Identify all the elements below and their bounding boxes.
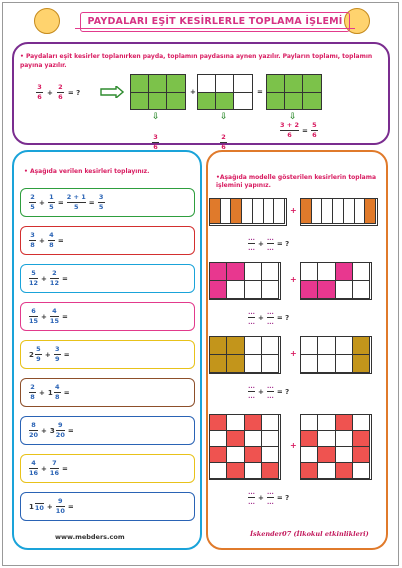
- plus-sign: +: [41, 274, 47, 283]
- model-cell: [336, 431, 353, 447]
- fraction-model-grid: [209, 198, 287, 226]
- model-cell: [245, 447, 262, 463]
- model-cell: [336, 281, 353, 299]
- equals-sign: =: [61, 274, 68, 283]
- signature-label: İskender07 (İlkokul etkinlikleri): [250, 530, 369, 538]
- under-fraction-sum: $\frac{3 + 2}{6}$ = $\frac{5}{6}$: [280, 121, 317, 139]
- model-cell: [245, 337, 262, 355]
- plus-sign: +: [41, 464, 47, 473]
- model-cell: [301, 431, 318, 447]
- equals-sign: =: [67, 502, 74, 511]
- model-cell: [336, 263, 353, 281]
- fraction: $\frac{2}{8}$: [30, 383, 35, 401]
- question-mark: = ?: [276, 387, 290, 396]
- mascot-left-icon: [34, 8, 60, 34]
- exercise-row[interactable]: [20, 264, 195, 293]
- model-cell: [227, 355, 244, 373]
- model-answer-line[interactable]: [248, 489, 289, 506]
- rule-text: • Paydaları eşit kesirler toplanırken payda, toplamın paydasına aynen yazılır. Payların toplamı, toplamın payına yazılır.: [20, 53, 373, 69]
- model-cell: [245, 355, 262, 373]
- equals-sign: =: [57, 198, 64, 207]
- model-cell: [245, 281, 262, 299]
- model-cell: [274, 199, 285, 224]
- plus-sign: +: [39, 236, 45, 245]
- fraction: $\frac{3}{8}$: [30, 231, 35, 249]
- example-grid-b-bottom: [197, 92, 253, 110]
- model-cell: [336, 355, 353, 373]
- model-cell: [318, 415, 335, 431]
- model-cell: [262, 431, 279, 447]
- equals-sign: =: [67, 426, 74, 435]
- plus-sign: +: [39, 198, 45, 207]
- fraction: $\frac{4}{8}$: [54, 383, 60, 401]
- example-grid-sum-bottom: [266, 92, 322, 110]
- model-cell: [210, 431, 227, 447]
- model-cell: [318, 431, 335, 447]
- fraction-model-grid: [209, 336, 281, 374]
- model-cell: [301, 447, 318, 463]
- question-mark: = ?: [276, 239, 290, 248]
- model-cell: [262, 447, 279, 463]
- model-cell: [245, 431, 262, 447]
- model-cell: [242, 199, 253, 224]
- model-cell: [227, 415, 244, 431]
- question-mark: = ?: [276, 493, 290, 502]
- blank-fraction[interactable]: $\frac{...}{...}$: [266, 235, 274, 252]
- fraction: $\frac{5}{12}$: [29, 269, 39, 287]
- model-cell: [227, 281, 244, 299]
- fraction: $\frac{4}{8}$: [49, 231, 54, 249]
- model-cell: [301, 263, 318, 281]
- fraction: $\frac{3}{9}$: [54, 345, 60, 363]
- model-cell: [301, 281, 318, 299]
- down-arrow-icon: ⇩: [152, 112, 160, 122]
- model-cell: [353, 463, 370, 479]
- plus-sign: +: [41, 312, 47, 321]
- example-grid-a-bottom: [130, 92, 186, 110]
- model-cell: [210, 355, 227, 373]
- plus-sign: +: [41, 426, 47, 435]
- fraction: $\frac{4}{16}$: [29, 459, 39, 477]
- model-cell: [355, 199, 366, 224]
- page-title: PAYDALARI EŞİT KESİRLERLE TOPLAMA İŞLEMİ: [80, 12, 350, 32]
- whole-number: 1: [47, 388, 53, 397]
- rule-text-content: Paydaları eşit kesirler toplanırken payda, toplamın paydasına aynen yazılır. Payların toplamı, toplamın payına yazılır.: [20, 53, 373, 69]
- exercise-row[interactable]: [20, 302, 195, 331]
- fraction: $\frac{1}{5}$: [49, 193, 54, 211]
- model-cell: [227, 431, 244, 447]
- model-cell: [301, 337, 318, 355]
- left-heading: • Aşağıda verilen kesirleri toplayınız.: [24, 168, 150, 175]
- fraction: $\frac{2}{5}$: [30, 193, 35, 211]
- model-cell: [336, 447, 353, 463]
- model-cell: [301, 463, 318, 479]
- model-cell: [227, 447, 244, 463]
- model-cell: [318, 447, 335, 463]
- whole-number: 1: [29, 502, 34, 511]
- down-arrow-icon: ⇩: [220, 112, 228, 122]
- plus-sign: +: [258, 313, 264, 322]
- model-cell: [227, 263, 244, 281]
- equals-sign: =: [257, 88, 263, 96]
- fraction: 10: [34, 503, 44, 512]
- fraction-model-grid: [300, 414, 372, 480]
- model-cell: [318, 263, 335, 281]
- equals-sign: =: [63, 350, 70, 359]
- model-cell: [210, 415, 227, 431]
- plus-sign: +: [258, 387, 264, 396]
- equals-sign: =: [61, 312, 68, 321]
- model-cell: [333, 199, 344, 224]
- right-heading: •Aşağıda modelle gösterilen kesirlerin toplama işlemini yapınız.: [216, 174, 377, 189]
- whole-number: 3: [49, 426, 55, 435]
- website-label: www.mebders.com: [55, 533, 125, 541]
- model-cell: [264, 199, 275, 224]
- under-fraction-b: $\frac{2}{6}$: [221, 133, 226, 151]
- fraction: $\frac{9}{10}$: [55, 497, 65, 515]
- model-cell: [301, 199, 312, 224]
- fraction: $\frac{6}{15}$: [29, 307, 39, 325]
- equals-sign: =: [57, 236, 64, 245]
- fraction: $\frac{2 + 1}{5}$: [66, 193, 86, 211]
- model-answer-line[interactable]: [248, 383, 289, 400]
- model-cell: [227, 463, 244, 479]
- right-arrow-icon: [100, 86, 124, 98]
- model-cell: [253, 199, 264, 224]
- model-cell: [336, 415, 353, 431]
- model-cell: [336, 463, 353, 479]
- model-cell: [318, 355, 335, 373]
- example-fraction-a: $\frac{3}{6}$: [37, 83, 42, 101]
- plus-sign: +: [290, 441, 297, 450]
- model-cell: [210, 447, 227, 463]
- exercise-row[interactable]: [20, 340, 195, 369]
- model-cell: [353, 431, 370, 447]
- plus-sign: +: [290, 349, 297, 358]
- exercise-row[interactable]: [20, 492, 195, 521]
- question-mark: = ?: [276, 313, 290, 322]
- model-answer-line[interactable]: [248, 235, 289, 252]
- plus-sign: +: [47, 88, 53, 97]
- exercise-row[interactable]: [20, 416, 195, 445]
- model-cell: [318, 281, 335, 299]
- exercise-row[interactable]: [20, 226, 195, 255]
- model-cell: [231, 199, 242, 224]
- fraction: $\frac{4}{15}$: [49, 307, 59, 325]
- under-fraction-a: $\frac{3}{6}$: [153, 133, 158, 151]
- model-cell: [210, 337, 227, 355]
- rule-example: [36, 84, 80, 101]
- model-cell: [353, 281, 370, 299]
- model-cell: [312, 199, 323, 224]
- fraction: $\frac{9}{20}$: [55, 421, 65, 439]
- model-cell: [353, 447, 370, 463]
- blank-fraction[interactable]: $\frac{...}{...}$: [248, 489, 255, 506]
- fraction-model-grid: [300, 198, 378, 226]
- whole-number: 2: [29, 350, 34, 359]
- model-cell: [210, 463, 227, 479]
- plus-sign: +: [258, 239, 264, 248]
- model-cell: [227, 337, 244, 355]
- model-cell: [344, 199, 355, 224]
- plus-sign: +: [290, 275, 297, 284]
- exercise-row[interactable]: [20, 378, 195, 407]
- fraction: $\frac{3}{5}$: [98, 193, 104, 211]
- model-cell: [262, 415, 279, 431]
- model-cell: [262, 281, 279, 299]
- blank-fraction[interactable]: $\frac{...}{...}$: [248, 383, 255, 400]
- model-cell: [262, 263, 279, 281]
- blank-fraction[interactable]: $\frac{...}{...}$: [248, 235, 255, 252]
- model-cell: [262, 355, 279, 373]
- fraction-model-grid: [300, 336, 372, 374]
- plus-sign: +: [44, 350, 51, 359]
- exercise-row[interactable]: [20, 454, 195, 483]
- model-cell: [301, 355, 318, 373]
- fraction-model-grid: [209, 414, 281, 480]
- blank-fraction[interactable]: $\frac{...}{...}$: [248, 309, 255, 326]
- fraction-model-grid: [209, 262, 281, 300]
- equals-sign: =: [63, 388, 70, 397]
- model-cell: [210, 263, 227, 281]
- model-cell: [353, 263, 370, 281]
- model-cell: [245, 263, 262, 281]
- example-fraction-b: $\frac{2}{6}$: [58, 83, 63, 101]
- model-cell: [365, 199, 376, 224]
- down-arrow-icon: ⇩: [289, 112, 297, 122]
- fraction: $\frac{2}{12}$: [49, 269, 59, 287]
- model-cell: [318, 337, 335, 355]
- blank-fraction[interactable]: $\frac{...}{...}$: [266, 383, 274, 400]
- model-cell: [210, 281, 227, 299]
- model-cell: [353, 355, 370, 373]
- model-cell: [245, 415, 262, 431]
- model-cell: [353, 337, 370, 355]
- plus-sign: +: [39, 388, 45, 397]
- model-cell: [336, 337, 353, 355]
- fraction-model-grid: [300, 262, 372, 300]
- fraction: $\frac{8}{20}$: [29, 421, 39, 439]
- plus-sign: +: [290, 206, 297, 215]
- model-cell: [353, 415, 370, 431]
- fraction: $\frac{5}{9}$: [36, 345, 41, 363]
- plus-sign: +: [190, 88, 196, 96]
- blank-fraction[interactable]: $\frac{...}{...}$: [266, 489, 274, 506]
- model-answer-line[interactable]: [248, 309, 289, 326]
- equals-sign: =: [61, 464, 68, 473]
- blank-fraction[interactable]: $\frac{...}{...}$: [266, 309, 274, 326]
- plus-sign: +: [46, 502, 53, 511]
- model-cell: [322, 199, 333, 224]
- exercise-row[interactable]: [20, 188, 195, 217]
- model-cell: [245, 463, 262, 479]
- model-cell: [210, 199, 221, 224]
- equals-sign: =: [88, 198, 95, 207]
- fraction: $\frac{7}{16}$: [49, 459, 59, 477]
- example-question: = ?: [67, 88, 81, 97]
- model-cell: [262, 337, 279, 355]
- plus-sign: +: [258, 493, 264, 502]
- model-cell: [301, 415, 318, 431]
- model-cell: [221, 199, 232, 224]
- model-cell: [318, 463, 335, 479]
- model-cell: [262, 463, 279, 479]
